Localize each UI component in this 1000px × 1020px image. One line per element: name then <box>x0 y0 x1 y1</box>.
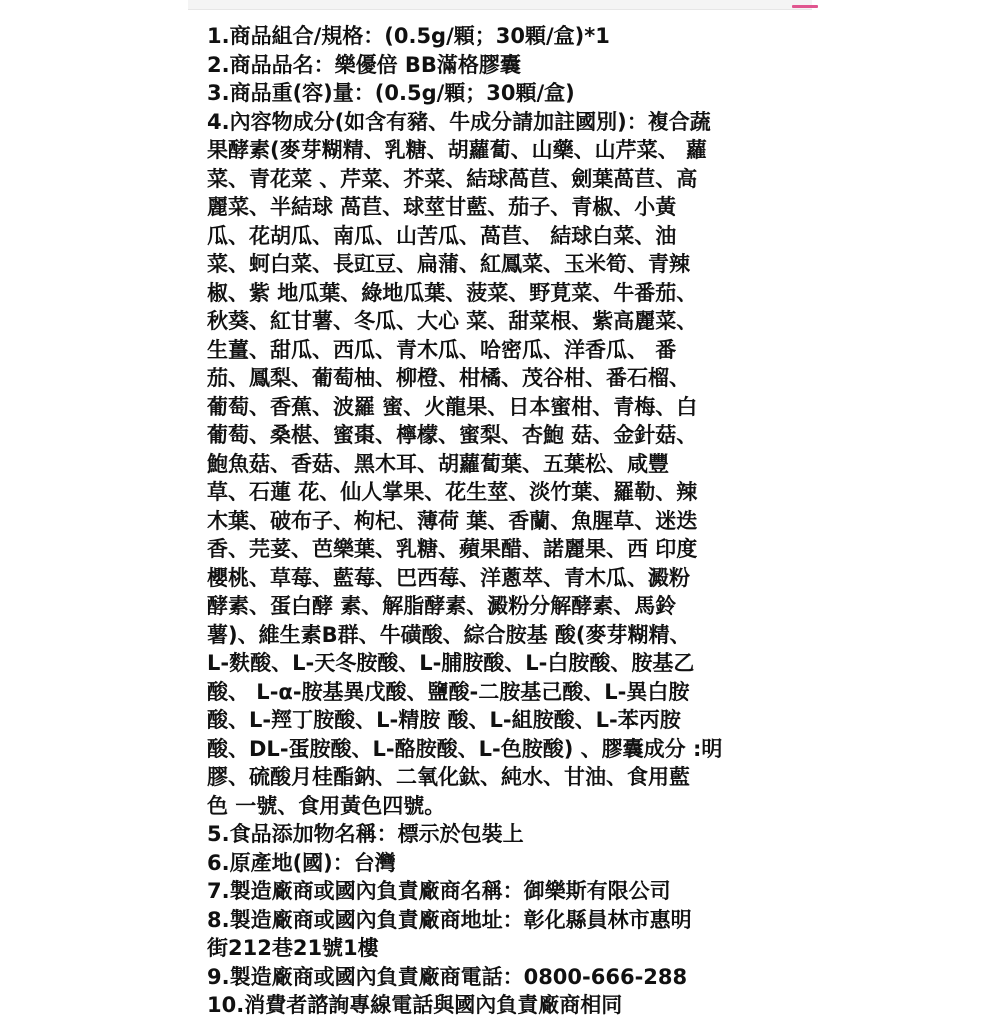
ingredients-line: 草、石蓮 花、仙人掌果、花生莖、淡竹葉、羅勒、辣 <box>207 480 698 504</box>
spec-line-9: 9.製造廠商或國內負責廠商電話：0800-666-288 <box>207 964 688 989</box>
spec-line-8-cont: 街212巷21號1樓 <box>207 936 379 960</box>
spec-line-6: 6.原產地(國)：台灣 <box>207 850 396 875</box>
ingredients-line: 4.內容物成分(如含有豬、牛成分請加註國別)：複合蔬 <box>207 109 711 134</box>
ingredients-line: 麗菜、半結球 萵苣、球莖甘藍、茄子、青椒、小黃 <box>207 195 677 219</box>
spec-line-7: 7.製造廠商或國內負責廠商名稱：御樂斯有限公司 <box>207 879 671 903</box>
spec-line-5: 5.食品添加物名稱：標示於包裝上 <box>207 822 524 846</box>
ingredients-line: 酸、 L-α-胺基異戊酸、鹽酸-二胺基己酸、L-異白胺 <box>207 679 690 704</box>
spec-line-10-partial: 10.消費者諮詢專線電話與國內負責廠商相同 <box>207 993 623 1017</box>
ingredients-line: 生薑、甜瓜、西瓜、青木瓜、哈密瓜、洋香瓜、 番 <box>207 337 677 362</box>
ingredients-line: 茄、鳳梨、葡萄柚、柳橙、柑橘、茂谷柑、番石榴、 <box>207 366 690 390</box>
ingredients-line: 櫻桃、草莓、藍莓、巴西莓、洋蔥萃、青木瓜、澱粉 <box>207 565 690 590</box>
ingredients-line: 色 一號、食用黃色四號。 <box>207 793 446 818</box>
ingredients-line: 木葉、破布子、枸杞、薄荷 葉、香蘭、魚腥草、迷迭 <box>207 508 698 533</box>
ingredients-line: 酸、DL-蛋胺酸、L-酪胺酸、L-色胺酸) 、膠囊成分 :明 <box>207 736 723 761</box>
product-spec-text <box>207 22 797 1017</box>
ingredients-line: 薯)、維生素B群、牛磺酸、綜合胺基 酸(麥芽糊精、 <box>207 622 691 647</box>
spec-line-2: 2.商品品名：樂優倍 BB滿格膠囊 <box>207 52 521 77</box>
ingredients-line: 菜、蚵白菜、長豇豆、扁蒲、紅鳳菜、玉米筍、青辣 <box>207 252 690 276</box>
ingredients-line: 椒、紫 地瓜葉、綠地瓜葉、菠菜、野莧菜、牛番茄、 <box>207 280 698 305</box>
ingredients-line: 膠、硫酸月桂酯鈉、二氧化鈦、純水、甘油、食用藍 <box>207 765 690 789</box>
ingredients-line: L-麩酸、L-天冬胺酸、L-脯胺酸、L-白胺酸、胺基乙 <box>207 651 695 675</box>
active-tab-indicator <box>792 5 818 8</box>
spec-line-3: 3.商品重(容)量：(0.5g/顆；30顆/盒) <box>207 81 575 105</box>
top-tab-bar <box>188 0 812 10</box>
spec-line-8: 8.製造廠商或國內負責廠商地址：彰化縣員林市惠明 <box>207 907 692 932</box>
ingredients-line: 酵素、蛋白酵 素、解脂酵素、澱粉分解酵素、馬鈴 <box>207 594 677 618</box>
ingredients-line: 秋葵、紅甘薯、冬瓜、大心 菜、甜菜根、紫高麗菜、 <box>207 309 698 333</box>
ingredients-line: 瓜、花胡瓜、南瓜、山苦瓜、萵苣、 結球白菜、油 <box>207 223 677 248</box>
spec-line-1: 1.商品組合/規格：(0.5g/顆；30顆/盒)*1 <box>207 24 610 48</box>
ingredients-line: 香、芫荽、芭樂葉、乳糖、蘋果醋、諾麗果、西 印度 <box>207 537 698 561</box>
ingredients-line: 菜、青花菜 、芹菜、芥菜、結球萵苣、劍葉萵苣、高 <box>207 166 698 191</box>
ingredients-line: 果酵素(麥芽糊精、乳糖、胡蘿蔔、山藥、山芹菜、 蘿 <box>207 138 707 162</box>
ingredients-line: 葡萄、桑椹、蜜棗、檸檬、蜜梨、杏鮑 菇、金針菇、 <box>207 423 698 447</box>
ingredients-line: 葡萄、香蕉、波羅 蜜、火龍果、日本蜜柑、青梅、白 <box>207 394 698 419</box>
ingredients-line: 酸、L-羥丁胺酸、L-精胺 酸、L-組胺酸、L-苯丙胺 <box>207 708 681 732</box>
ingredients-line: 鮑魚菇、香菇、黑木耳、胡蘿蔔葉、五葉松、咸豐 <box>207 451 669 476</box>
